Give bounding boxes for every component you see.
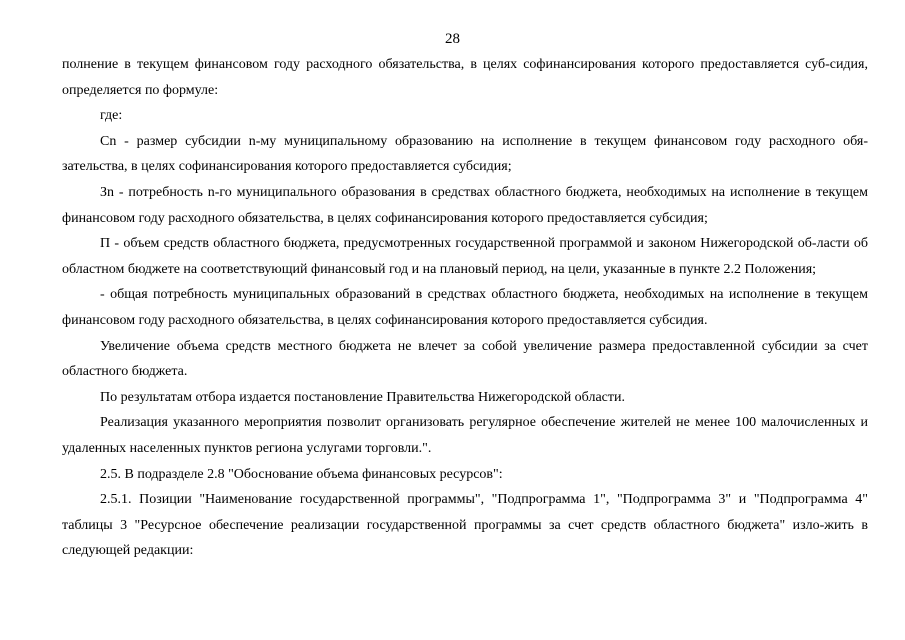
paragraph-implementation: Реализация указанного мероприятия позволит организовать регулярное обеспечение жителей не менее 100 малочисленных и удаленных населенных пунктов региона услугами торговли.". [62,415,868,456]
paragraph-section-2-5-1: 2.5.1. Позиции "Наименование государственной программы", "Подпрограмма 1", "Подпрограмма 3" и "Подпрограмма 4" таблицы 3 "Ресурсное обеспечение реализации государственной программы за счет средств областного бюджета" изло-жить в следующей редакции: [62,492,868,559]
document-body [62,52,868,564]
paragraph-selection-result: По результатам отбора издается постановление Правительства Нижегородской области. [100,389,625,405]
paragraph-section-2-5: 2.5. В подразделе 2.8 "Обоснование объема финансовых ресурсов": [100,466,503,482]
paragraph-zn-definition: Зn - потребность n-го муниципального образования в средствах областного бюджета, необходимых на исполнение в текущем финансовом году расходного обязательства, в целях софинансирования которого предоставляется субсидия; [62,184,868,226]
paragraph-p-definition: П - объем средств областного бюджета, предусмотренных государственной программой и законом Нижегородской об-ласти об областном бюджете на соответствующий финансовый год и на плановый период, на цели, указанные в пункте 2.2 Положения; [62,236,868,277]
page-number: 28 [445,31,460,47]
paragraph-where: где: [100,108,123,124]
paragraph-cn-definition: Cn - размер субсидии n-му муниципальному образованию на исполнение в текущем финансовом году расходного обя-зательства, в целях софинансирования которого предоставляется субсидия; [62,133,868,175]
paragraph-formula-intro: полнение в текущем финансовом году расходного обязательства, в целях софинансирования которого предоставляется суб-сидия, определяется по формуле: [62,57,868,98]
paragraph-total-need-definition: - общая потребность муниципальных образований в средствах областного бюджета, необходимых на исполнение в текущем финансовом году расходного обязательства, в целях софинансирования которого предоставляется субсидия. [62,287,868,328]
paragraph-local-budget: Увеличение объема средств местного бюджета не влечет за собой увеличение размера предоставленной субсидии за счет областного бюджета. [62,338,868,380]
